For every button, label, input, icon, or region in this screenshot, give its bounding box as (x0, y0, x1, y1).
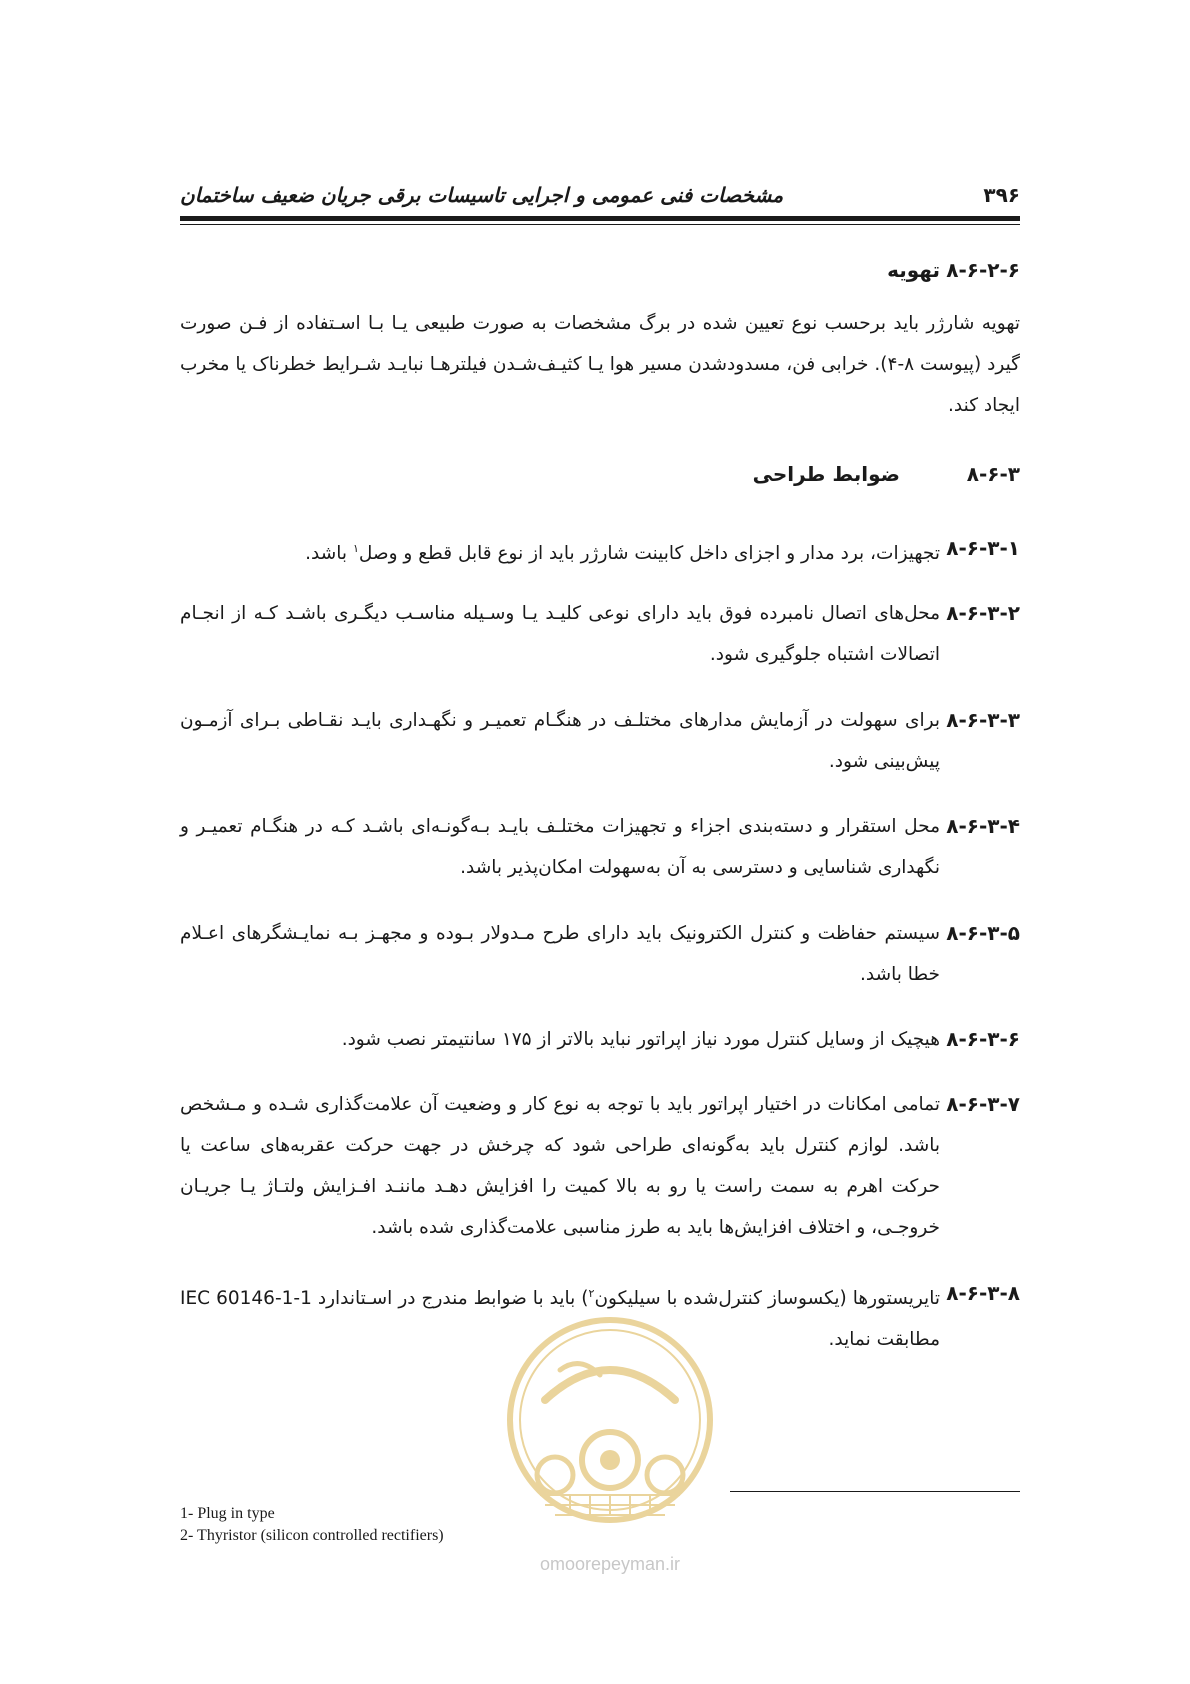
item-number: ۸-۶-۳-۵ (946, 921, 1020, 945)
ventilation-section (180, 258, 1020, 282)
section-number: ۸-۶-۲-۶ (946, 258, 1020, 282)
ventilation-heading (180, 258, 1020, 282)
section-title: ضوابط طراحی (752, 462, 900, 486)
header-rule-thin (180, 224, 1020, 225)
item-text: تمامی امکانات در اختیار اپراتور باید با توجه به نوع کار و وضعیت آن علامت‌گذاری شـده و مـشخص باشد. لوازم کنترل باید به‌گونه‌ای طراحی شود که چرخش در جهت حرکت عقربه‌های ساعت یا حرکت اهرم به سمت راست یا رو به بالا کمیت را افزایش دهـد ماننـد افـزایش ولتـاژ یـا جریـان خروجـی، و اختلاف افزایش‌ها باید به طرز مناسبی علامت‌گذاری شده باشد. (180, 1094, 940, 1238)
design-rules-section (180, 462, 1020, 486)
standard-code: IEC 60146-1-1 (180, 1288, 312, 1310)
item-text: برای سهولت در آزمایش مدارهای مختلـف در هنگـام تعمیـر و نگهـداری بایـد نقـاطی بـرای آزمـون پیش‌بینی شود. (180, 710, 940, 772)
section-title: تهویه (887, 258, 940, 282)
item-text-part: تجهیزات، برد مدار و اجزای داخل کابینت شارژر باید از نوع قابل قطع و وصل (358, 543, 940, 565)
list-item (180, 806, 1020, 888)
item-text: هیچیک از وسایل کنترل مورد نیاز اپراتور نباید بالاتر از ۱۷۵ سانتیمتر نصب شود. (341, 1029, 940, 1050)
footnote-2: 2- Thyristor (silicon controlled rectifiers) (180, 1527, 444, 1544)
item-text-part: تایریستورها (یکسوساز کنترل‌شده با سیلیکون (594, 1288, 940, 1310)
footnote-1: 1- Plug in type (180, 1505, 275, 1522)
footnote-ref: ۲ (588, 1287, 595, 1300)
footnotes (180, 1503, 680, 1547)
ventilation-body (180, 303, 1020, 426)
item-text: محل استقرار و دسته‌بندی اجزاء و تجهیزات مختلـف بایـد بـه‌گونـه‌ای باشـد کـه در هنگـام تعمیـر و نگهداری شناسایی و دسترسی به آن به‌سهولت امکان‌پذیر باشد. (180, 816, 940, 878)
list-item (180, 1019, 1020, 1060)
header-title: مشخصات فنی عمومی و اجرایی تاسیسات برقی جریان ضعیف ساختمان (180, 183, 784, 207)
watermark-url: omoorepeyman.ir (539, 1554, 681, 1574)
item-number: ۸-۶-۳-۷ (946, 1092, 1020, 1116)
page-number: ۳۹۶ (983, 183, 1020, 207)
item-number: ۸-۶-۳-۸ (946, 1281, 1020, 1305)
list-item (180, 1084, 1020, 1248)
footnote-separator (730, 1491, 1020, 1492)
list-item (180, 593, 1020, 675)
design-rules-heading (180, 462, 1020, 486)
item-text: سیستم حفاظت و کنترل الکترونیک باید دارای طرح مـدولار بـوده و مجهـز بـه نمایـشگرهای اعـلام خطا باشد. (180, 923, 940, 985)
item-number: ۸-۶-۳-۴ (946, 814, 1020, 838)
list-item (180, 913, 1020, 995)
footnote-ref: ۱ (352, 542, 359, 555)
item-number: ۸-۶-۳-۶ (946, 1027, 1020, 1051)
header-rule-thick (180, 216, 1020, 221)
ventilation-paragraph: تهویه شارژر باید برحسب نوع تعیین شده در برگ مشخصات به صورت طبیعی یـا بـا اسـتفاده از فـن صورت گیرد (پیوست ۸-۴). خرابی فن، مسدودشدن مسیر هوا یـا کثیـف‌شـدن فیلترهـا نبایـد شـرایط خطرناک یا مخرب ایجاد کند. (180, 313, 1020, 416)
item-number: ۸-۶-۳-۳ (946, 708, 1020, 732)
item-number: ۸-۶-۳-۱ (946, 536, 1020, 560)
item-text (180, 528, 940, 574)
item-text-part: ) باید با ضوابط مندرج در اسـتاندارد (311, 1288, 589, 1310)
list-item (180, 700, 1020, 782)
item-text-part: مطابقت نماید. (828, 1329, 940, 1351)
list-item (180, 528, 1020, 574)
page-header (180, 176, 1020, 214)
section-number: ۸-۶-۳ (966, 462, 1020, 486)
item-text-part: باشد. (305, 543, 353, 565)
item-text: محل‌های اتصال نامبرده فوق باید دارای نوعی کلیـد یـا وسـیله مناسـب دیگـری باشـد کـه از انجـام اتصالات اشتباه جلوگیری شود. (180, 603, 940, 665)
item-number: ۸-۶-۳-۲ (946, 601, 1020, 625)
watermark-logo (490, 1300, 730, 1600)
